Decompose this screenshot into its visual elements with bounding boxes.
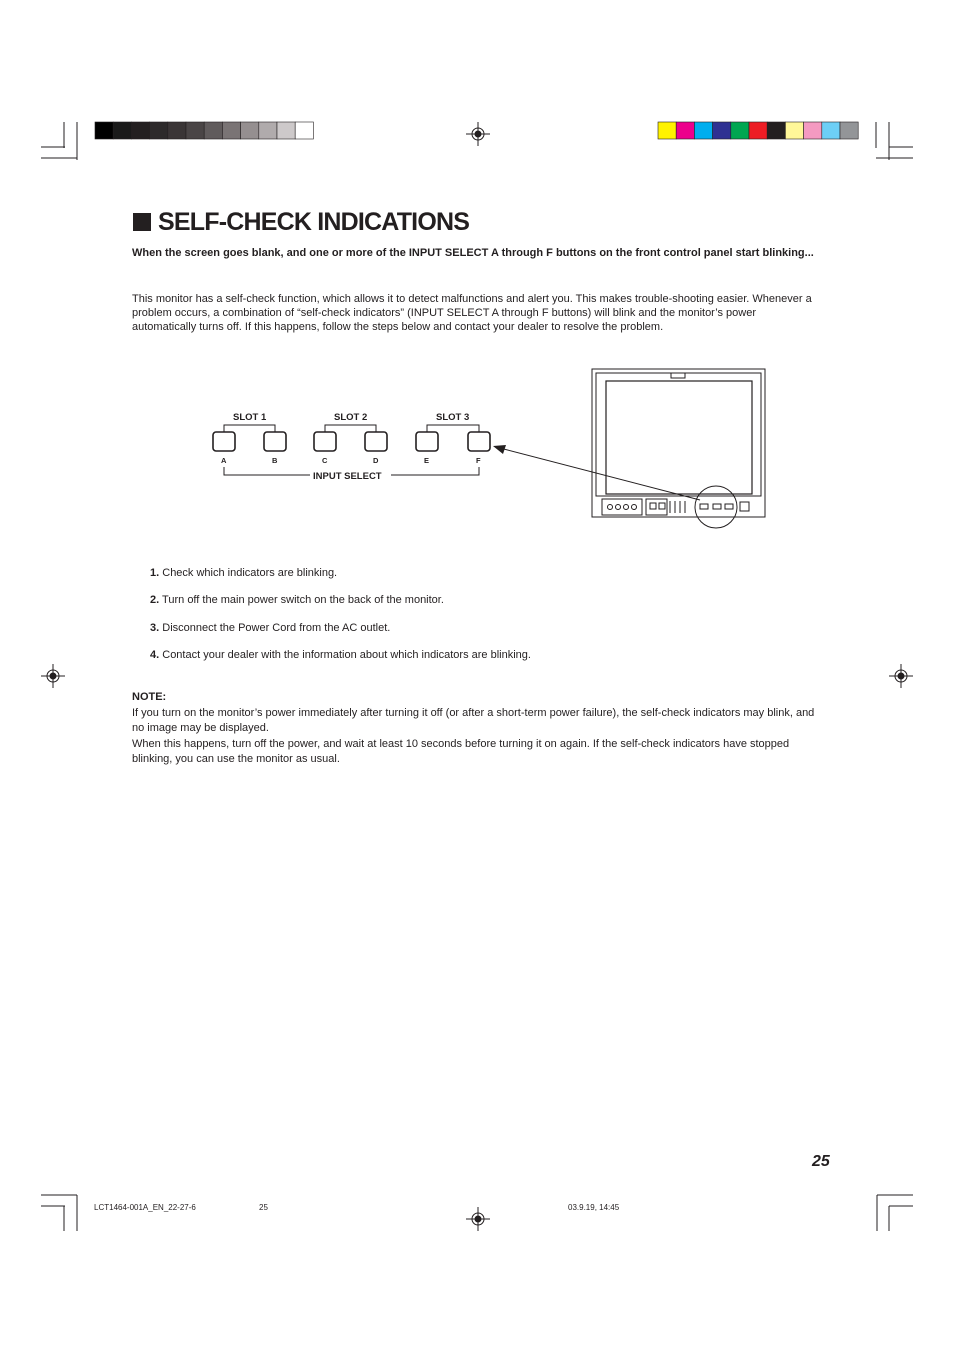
step-number: 2. [150, 594, 160, 606]
color-swatch [131, 122, 149, 139]
color-swatch [822, 122, 840, 139]
color-swatch [840, 122, 858, 139]
input-select-button-b [264, 432, 286, 451]
square-bullet-icon [133, 213, 151, 231]
note-paragraph: If you turn on the monitor’s power immediately after turning it off (or after a short-term power failure), the self-check indicators may blink, and no image may be displayed. [132, 706, 815, 734]
input-select-label: INPUT SELECT [313, 471, 382, 482]
color-swatch [694, 122, 712, 139]
page-number: 25 [812, 1153, 830, 1170]
input-select-button-e [416, 432, 438, 451]
color-swatch [804, 122, 822, 139]
color-swatch [713, 122, 731, 139]
color-swatch [95, 122, 113, 139]
step-text: Disconnect the Power Cord from the AC outlet. [162, 622, 391, 634]
color-swatch [676, 122, 694, 139]
color-swatch [186, 122, 204, 139]
footer-page: 25 [259, 1203, 268, 1212]
color-swatch [295, 122, 313, 139]
note-title: NOTE: [132, 691, 167, 703]
page-title-text: SELF-CHECK INDICATIONS [158, 208, 470, 236]
lead-paragraph: When the screen goes blank, and one or more of the INPUT SELECT A through F buttons on the front control panel start blinking... [132, 247, 814, 259]
color-swatch [658, 122, 676, 139]
input-select-button-c [314, 432, 336, 451]
color-swatch [241, 122, 259, 139]
note-section [132, 690, 822, 768]
monitor-illustration [592, 369, 765, 528]
slot-label: SLOT 2 [334, 412, 368, 423]
footer-file: LCT1464-001A_EN_22-27-6 [94, 1203, 196, 1212]
note-paragraph: When this happens, turn off the power, and wait at least 10 seconds before turning it on again. If the self-check indicators have stopped blinking, you can use the monitor as usual. [132, 737, 790, 765]
color-swatch [259, 122, 277, 139]
slot-label: SLOT 1 [233, 412, 267, 423]
color-calibration-bar [658, 122, 858, 139]
page-title [133, 208, 469, 237]
list-item [150, 648, 531, 662]
color-swatch [113, 122, 131, 139]
registration-mark-icon [41, 122, 913, 1231]
gray-calibration-bar [95, 122, 313, 139]
step-number: 1. [150, 567, 160, 579]
color-swatch [168, 122, 186, 139]
intro-paragraph: This monitor has a self-check function, which allows it to detect malfunctions and alert you. This makes trouble-shooting easier. Whenever a problem occurs, a combination of “self-check indicators” (INPUT SELECT A through F buttons) will blink and the monitor’s power automatically turns off. If this happens, follow the steps below and contact your dealer to resolve the problem. [132, 293, 812, 333]
color-swatch [749, 122, 767, 139]
input-select-button-f [468, 432, 490, 451]
button-letter: C [322, 456, 328, 465]
input-select-button-a [213, 432, 235, 451]
crop-marks [41, 122, 913, 1231]
list-item [150, 621, 390, 635]
button-letter: D [373, 456, 379, 465]
color-swatch [731, 122, 749, 139]
button-letter: F [476, 456, 481, 465]
button-letter: B [272, 456, 278, 465]
step-number: 4. [150, 649, 160, 661]
list-item [150, 593, 444, 607]
slot-label: SLOT 3 [436, 412, 470, 423]
button-letter: A [221, 456, 227, 465]
step-text: Turn off the main power switch on the back of the monitor. [162, 594, 444, 606]
input-select-button-d [365, 432, 387, 451]
button-letter: E [424, 456, 430, 465]
color-swatch [204, 122, 222, 139]
step-number: 3. [150, 622, 160, 634]
color-swatch [277, 122, 295, 139]
footer-date: 03.9.19, 14:45 [568, 1203, 620, 1212]
color-swatch [222, 122, 240, 139]
color-swatch [767, 122, 785, 139]
list-item [150, 566, 337, 580]
input-select-diagram [213, 425, 490, 475]
step-text: Check which indicators are blinking. [162, 567, 338, 579]
color-swatch [150, 122, 168, 139]
color-swatch [785, 122, 803, 139]
step-text: Contact your dealer with the information about which indicators are blinking. [162, 649, 531, 661]
